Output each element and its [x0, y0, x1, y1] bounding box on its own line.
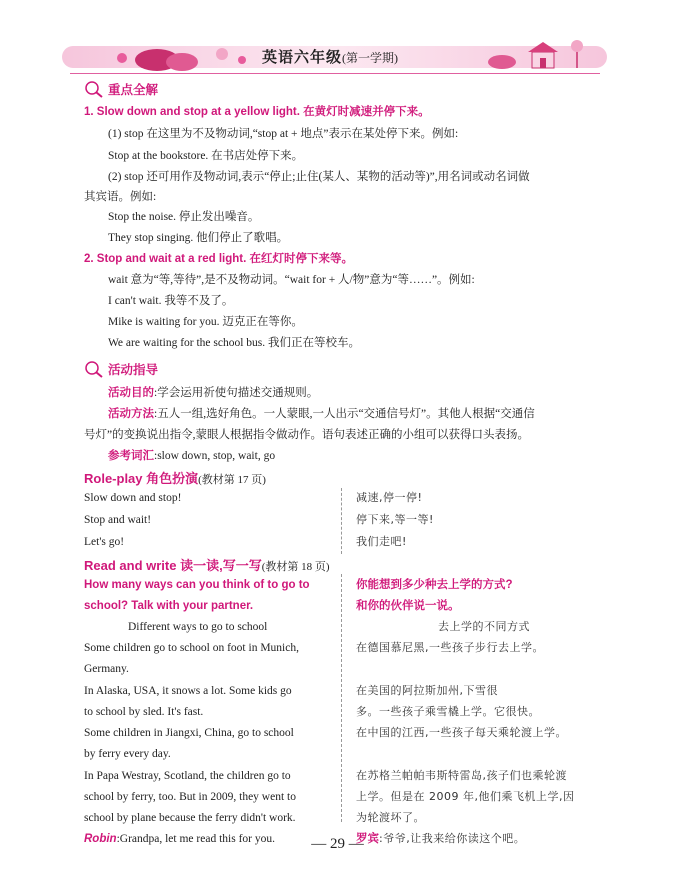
roleplay-zh: 减速,停一停! [356, 491, 423, 504]
readwrite-title: Read and write 读一读,写一写(教材第 18 页) [84, 558, 330, 573]
roleplay-en: Slow down and stop! [84, 492, 182, 504]
passage-en: In Papa Westray, Scotland, the children go to [84, 770, 291, 782]
header-divider [70, 73, 600, 74]
focus-p2-line: I can't wait. 我等不及了。 [108, 295, 234, 307]
focus-p2-line: wait 意为“等,等待”,是不及物动词。“wait for + 人/物”意为“等……”。例如: [108, 274, 475, 286]
passage-en: school by plane because the ferry didn't work. [84, 812, 296, 824]
focus-p2-line: Mike is waiting for you. 迈克正在等你。 [108, 316, 303, 328]
focus-p1-line: They stop singing. 他们停止了歌唱。 [108, 232, 289, 244]
focus-p1-line: Stop at the bookstore. 在书店处停下来。 [108, 150, 304, 162]
roleplay-zh: 停下来,等一等! [356, 513, 434, 526]
question-zh: 你能想到多少种去上学的方式? [356, 579, 513, 591]
passage-en: Some children in Jiangxi, China, go to school [84, 727, 294, 739]
dialog-en-row: Robin:Grandpa, let me read this for you. [84, 833, 275, 845]
passage-zh: 为轮渡坏了。 [356, 811, 425, 824]
column-divider [341, 488, 342, 554]
column-divider [341, 574, 342, 822]
focus-p2-line: We are waiting for the school bus. 我们正在等校车。 [108, 337, 361, 349]
passage-zh: 多。一些孩子乘雪橇上学。它很快。 [356, 705, 540, 718]
focus-point-1-title: 1. Slow down and stop at a yellow light. 在黄灯时减速并停下来。 [84, 106, 430, 118]
passage-en: Some children go to school on foot in Munich, [84, 642, 299, 654]
focus-p1-line: (2) stop 还可用作及物动词,表示“停止;止住(某人、某物的活动等)”,用名词或动名词做 [108, 171, 530, 183]
activity-method: 活动方法:五人一组,选好角色。一人蒙眼,一人出示“交通信号灯”。其他人根据“交通信 [108, 408, 535, 420]
passage-zh: 在苏格兰帕帕韦斯特雷岛,孩子们也乘轮渡 [356, 769, 567, 782]
dialog-zh-row: 罗宾:爷爷,让我来给你读这个吧。 [356, 832, 526, 845]
magnifier-icon [84, 360, 104, 378]
focus-p1-line: (1) stop 在这里为不及物动词,“stop at + 地点”表示在某处停下来。例如: [108, 128, 459, 140]
passage-zh: 在德国慕尼黑,一些孩子步行去上学。 [356, 641, 544, 654]
header-title: 英语六年级(第一学期) [262, 50, 399, 66]
roleplay-en: Let's go! [84, 536, 125, 548]
magnifier-icon [84, 80, 104, 98]
passage-subtitle-en: Different ways to go to school [128, 621, 268, 633]
activity-method-cont: 号灯”的变换说出指令,蒙眼人根据指令做动作。语句表述正确的小组可以获得口头表扬。 [84, 429, 529, 441]
passage-zh: 在美国的阿拉斯加州,下雪很 [356, 684, 498, 697]
roleplay-en: Stop and wait! [84, 514, 152, 526]
question-en: How many ways can you think of to go to [84, 579, 310, 591]
passage-en: by ferry every day. [84, 748, 171, 760]
passage-en: to school by sled. It's fast. [84, 706, 204, 718]
passage-zh: 在中国的江西,一些孩子每天乘轮渡上学。 [356, 726, 567, 739]
page-number: — 29 — [311, 836, 364, 852]
question-zh: 和你的伙伴说一说。 [356, 600, 460, 612]
roleplay-zh: 我们走吧! [356, 535, 407, 548]
passage-subtitle-zh: 去上学的不同方式 [438, 620, 530, 633]
passage-en: Germany. [84, 663, 129, 675]
focus-heading: 重点全解 [84, 80, 158, 98]
focus-point-2-title: 2. Stop and wait at a red light. 在红灯时停下来等。 [84, 253, 353, 265]
passage-en: In Alaska, USA, it snows a lot. Some kids go [84, 685, 292, 697]
focus-p1-line: 其宾语。例如: [84, 191, 157, 203]
focus-p1-line: Stop the noise. 停止发出噪音。 [108, 211, 260, 223]
passage-en: school by ferry, too. But in 2009, they went to [84, 791, 296, 803]
question-en: school? Talk with your partner. [84, 600, 254, 612]
activity-goal: 活动目的:学会运用祈使句描述交通规则。 [108, 387, 319, 399]
roleplay-title: Role-play 角色扮演(教材第 17 页) [84, 471, 266, 486]
activity-heading: 活动指导 [84, 360, 158, 378]
activity-words: 参考词汇:slow down, stop, wait, go [108, 450, 276, 462]
passage-zh: 上学。但是在 2009 年,他们乘飞机上学,因 [356, 790, 575, 803]
